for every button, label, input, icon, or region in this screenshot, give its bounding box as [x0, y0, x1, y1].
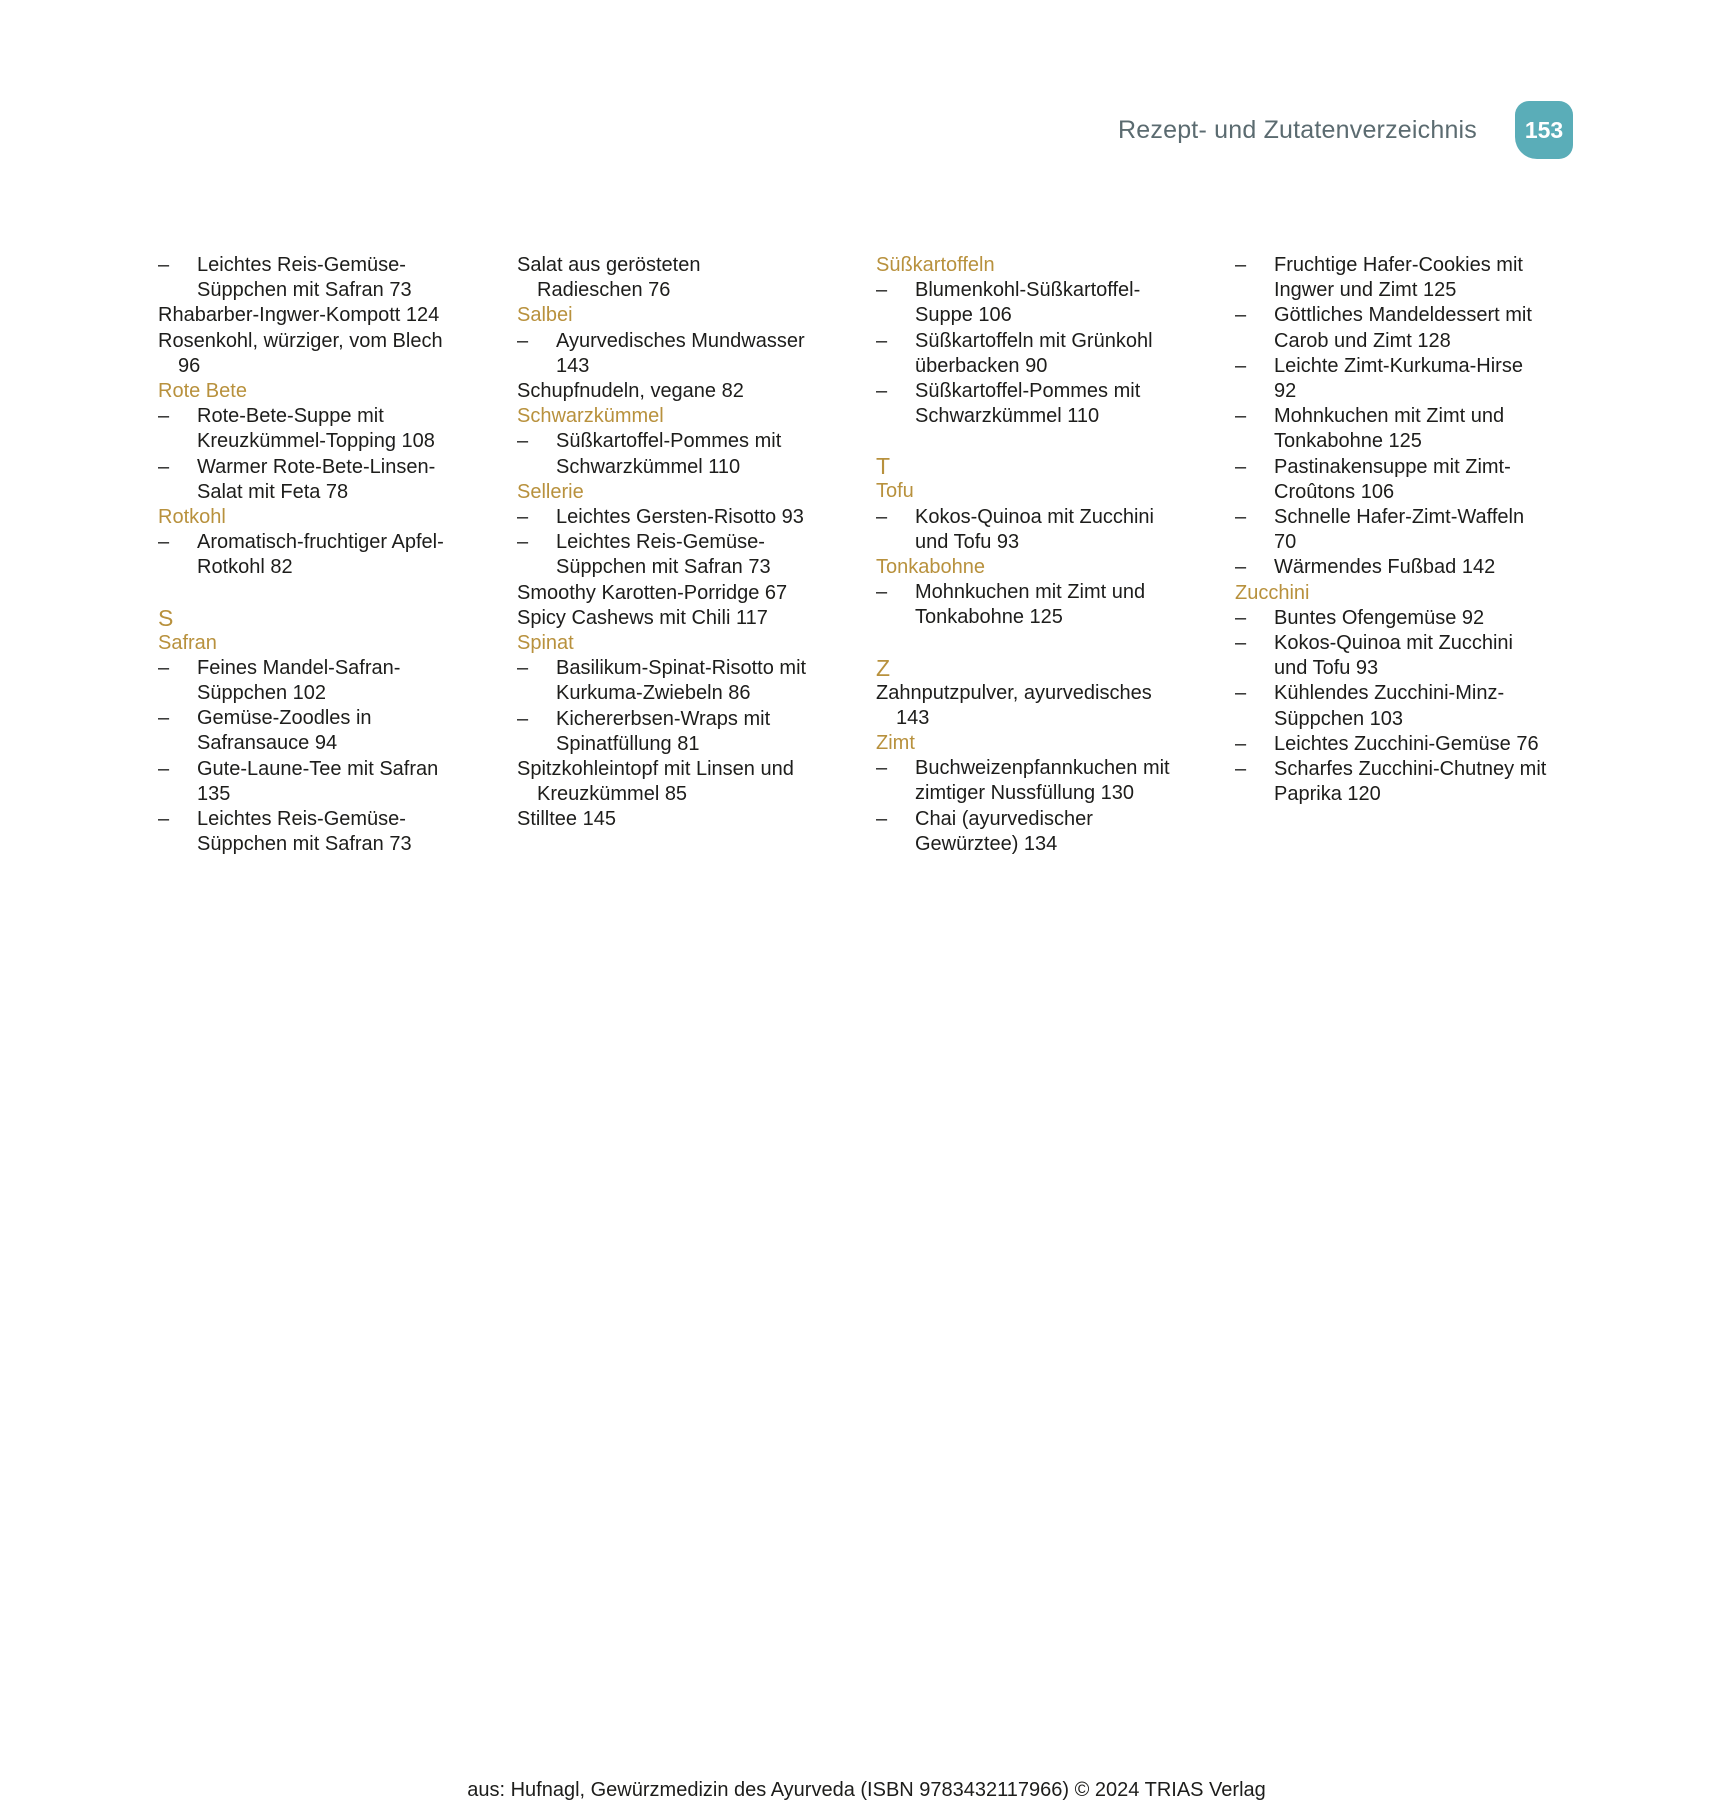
index-keyword-heading: Zucchini — [1235, 581, 1310, 604]
page-header — [1118, 100, 1573, 160]
index-sub-entry — [158, 404, 517, 454]
index-sub-entry-text: – Süßkartoffel-Pommes mit Schwarzkümmel 110 — [915, 380, 1141, 428]
index-keyword-heading: Rotkohl — [158, 506, 226, 529]
index-sub-entry — [876, 379, 1235, 429]
index-entry: Salat aus gerösteten Radieschen 76 — [517, 254, 701, 302]
index-entry: Spicy Cashews mit Chili 117 — [517, 606, 768, 629]
index-keyword-heading: Tofu — [876, 480, 914, 503]
index-sub-entry — [517, 707, 876, 757]
index-sub-entry — [1235, 253, 1594, 303]
index-sub-entry — [1235, 555, 1594, 580]
index-keyword-heading: Rote Bete — [158, 380, 247, 403]
index-keyword-heading: Sellerie — [517, 480, 584, 503]
index-sub-entry — [158, 757, 517, 807]
index-letter-heading: S — [158, 604, 174, 631]
index-sub-entry-text: – Rote-Bete-Suppe mit Kreuzkümmel-Topping 108 — [197, 405, 435, 453]
index-entry: Spitzkohleintopf mit Linsen und Kreuzkümmel 85 — [517, 758, 794, 806]
index-sub-entry — [517, 329, 876, 379]
index-sub-entry — [517, 656, 876, 706]
index-sub-entry — [158, 706, 517, 756]
index-sub-entry-text: – Warmer Rote-Bete-Linsen- Salat mit Feta 78 — [197, 455, 436, 503]
section-title: Rezept- und Zutatenverzeichnis — [1118, 115, 1477, 144]
index-sub-entry — [876, 329, 1235, 379]
index-sub-entry-text: – Kühlendes Zucchini-Minz- Süppchen 103 — [1274, 682, 1505, 730]
index-sub-entry-text: – Buntes Ofengemüse 92 — [1274, 606, 1485, 629]
index-sub-entry-text: – Scharfes Zucchini-Chutney mit Paprika 120 — [1274, 758, 1547, 806]
index-sub-entry — [158, 253, 517, 303]
index-keyword-heading: Zimt — [876, 732, 915, 755]
index-column-4 — [1235, 253, 1594, 857]
index-sub-entry-text: – Feines Mandel-Safran- Süppchen 102 — [197, 656, 401, 705]
index-sub-entry-text: – Süßkartoffeln mit Grünkohl überbacken 90 — [915, 329, 1153, 377]
index-entry: Smoothy Karotten-Porridge 67 — [517, 581, 788, 604]
index-sub-entry-text: – Leichtes Reis-Gemüse- Süppchen mit Safran 73 — [197, 254, 412, 302]
index-column-2 — [517, 253, 876, 857]
index-sub-entry-text: – Gemüse-Zoodles in Safransauce 94 — [197, 707, 372, 755]
index-entry: Rosenkohl, würziger, vom Blech 96 — [158, 329, 443, 377]
index-entry: Schupfnudeln, vegane 82 — [517, 380, 744, 403]
index-sub-entry — [517, 505, 876, 530]
index-sub-entry — [1235, 354, 1594, 404]
index-sub-entry-text: – Kokos-Quinoa mit Zucchini und Tofu 93 — [915, 505, 1154, 553]
index-sub-entry-text: – Gute-Laune-Tee mit Safran 135 — [197, 757, 439, 805]
index-sub-entry — [1235, 505, 1594, 555]
index-sub-entry — [517, 530, 876, 580]
index-entry: Zahnputzpulver, ayurvedisches 143 — [876, 681, 1152, 729]
index-sub-entry-text: – Kichererbsen-Wraps mit Spinatfüllung 81 — [556, 707, 771, 755]
index-keyword-heading: Spinat — [517, 632, 574, 655]
index-keyword-heading: Schwarzkümmel — [517, 405, 664, 428]
index-sub-entry — [876, 807, 1235, 857]
index-columns — [158, 253, 1594, 857]
index-sub-entry — [158, 656, 517, 706]
index-sub-entry — [1235, 631, 1594, 681]
index-keyword-heading: Süßkartoffeln — [876, 254, 995, 276]
index-sub-entry — [1235, 681, 1594, 731]
index-column-1 — [158, 253, 517, 857]
index-sub-entry-text: – Wärmendes Fußbad 142 — [1274, 556, 1496, 579]
index-sub-entry-text: – Kokos-Quinoa mit Zucchini und Tofu 93 — [1274, 632, 1513, 680]
index-keyword-heading: Safran — [158, 631, 217, 654]
index-sub-entry-text: – Leichte Zimt-Kurkuma-Hirse 92 — [1274, 354, 1523, 403]
index-keyword-heading: Tonkabohne — [876, 556, 985, 579]
index-entry: Stilltee 145 — [517, 808, 616, 831]
index-sub-entry-text: – Ayurvedisches Mundwasser 143 — [556, 329, 805, 377]
index-sub-entry-text: – Buchweizenpfannkuchen mit zimtiger Nussfüllung 130 — [915, 757, 1170, 805]
index-sub-entry-text: – Leichtes Reis-Gemüse- Süppchen mit Safran 73 — [197, 808, 412, 856]
index-sub-entry-text: – Göttliches Mandeldessert mit Carob und Zimt 128 — [1274, 304, 1532, 352]
index-sub-entry — [1235, 606, 1594, 631]
index-sub-entry-text: – Chai (ayurvedischer Gewürztee) 134 — [915, 807, 1093, 855]
index-sub-entry-text: – Mohnkuchen mit Zimt und Tonkabohne 125 — [1274, 405, 1505, 453]
index-sub-entry-text: – Pastinakensuppe mit Zimt- Croûtons 106 — [1274, 455, 1511, 503]
index-sub-entry-text: – Blumenkohl-Süßkartoffel- Suppe 106 — [915, 279, 1141, 327]
index-sub-entry — [1235, 404, 1594, 454]
index-sub-entry-text: – Schnelle Hafer-Zimt-Waffeln 70 — [1274, 506, 1525, 554]
page-number-badge: 153 — [1515, 101, 1573, 159]
index-sub-entry-text: – Aromatisch-fruchtiger Apfel- Rotkohl 82 — [197, 531, 444, 579]
index-sub-entry — [158, 455, 517, 505]
index-sub-entry — [876, 505, 1235, 555]
index-column-3 — [876, 253, 1235, 857]
copyright-footer: aus: Hufnagl, Gewürzmedizin des Ayurveda (ISBN 9783432117966) © 2024 TRIAS Verlag — [467, 1779, 1266, 1801]
index-keyword-heading: Salbei — [517, 304, 573, 327]
index-sub-entry — [876, 278, 1235, 328]
index-sub-entry-text: – Mohnkuchen mit Zimt und Tonkabohne 125 — [915, 581, 1146, 629]
index-letter-heading: T — [876, 453, 891, 480]
index-sub-entry — [158, 807, 517, 857]
index-sub-entry-text: – Leichtes Reis-Gemüse- Süppchen mit Safran 73 — [556, 531, 771, 579]
index-sub-entry — [876, 756, 1235, 806]
index-letter-heading: Z — [876, 654, 891, 681]
index-entry: Rhabarber-Ingwer-Kompott 124 — [158, 304, 440, 327]
index-sub-entry-text: – Fruchtige Hafer-Cookies mit Ingwer und Zimt 125 — [1274, 254, 1523, 302]
index-sub-entry — [1235, 732, 1594, 757]
index-sub-entry — [1235, 757, 1594, 807]
index-sub-entry — [1235, 455, 1594, 505]
index-sub-entry-text: – Basilikum-Spinat-Risotto mit Kurkuma-Zwiebeln 86 — [556, 657, 807, 705]
index-sub-entry-text: – Süßkartoffel-Pommes mit Schwarzkümmel 110 — [556, 430, 782, 478]
index-sub-entry-text: – Leichtes Gersten-Risotto 93 — [556, 506, 804, 529]
index-sub-entry — [876, 580, 1235, 630]
index-sub-entry-text: – Leichtes Zucchini-Gemüse 76 — [1274, 732, 1539, 755]
index-sub-entry — [158, 530, 517, 580]
index-sub-entry — [517, 429, 876, 479]
index-sub-entry — [1235, 303, 1594, 353]
